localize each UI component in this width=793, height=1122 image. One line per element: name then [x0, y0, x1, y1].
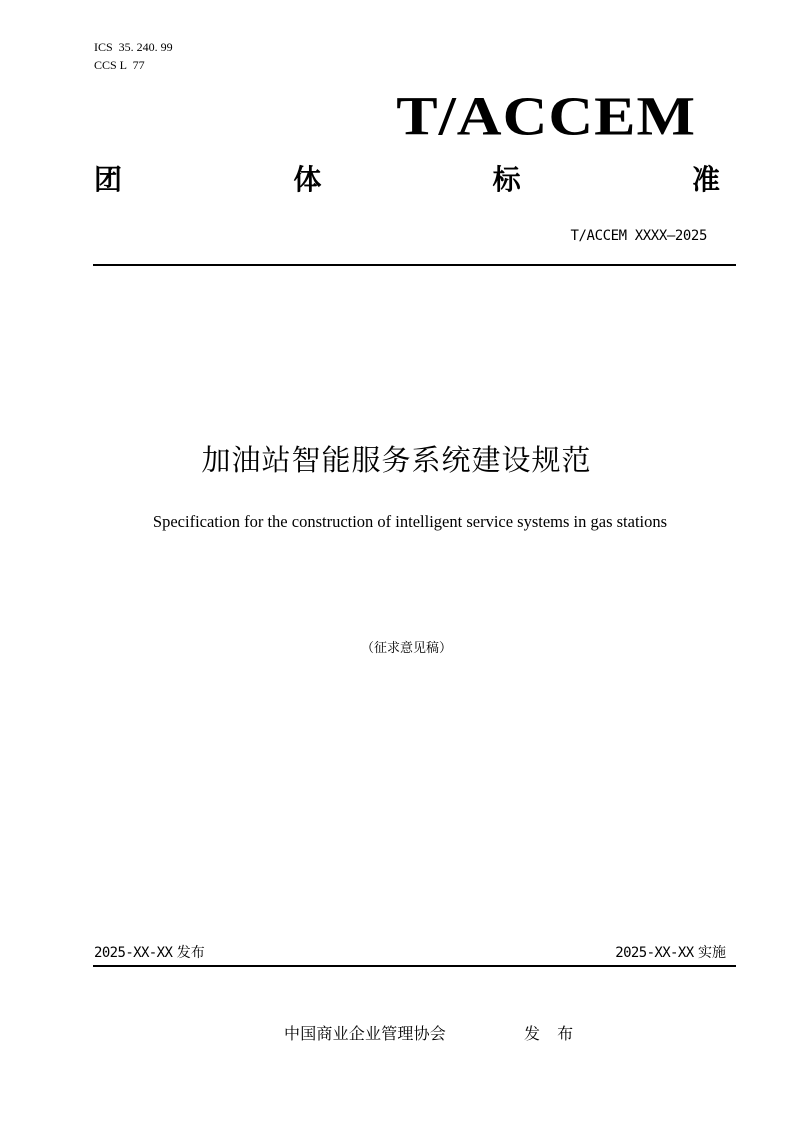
implement-label: 实施 — [698, 945, 726, 961]
implement-date: 2025-XX-XX — [615, 945, 694, 961]
classification-codes — [94, 38, 173, 74]
footer-divider — [93, 965, 736, 967]
publish-date: 2025-XX-XX — [94, 945, 173, 961]
publish-date-group — [94, 943, 205, 963]
standard-type-heading — [94, 162, 720, 198]
document-title-en: Specification for the construction of intelligent service systems in gas stations — [152, 512, 668, 531]
draft-status: （征求意见稿） — [360, 641, 452, 656]
standard-type-char: 标 — [492, 163, 521, 196]
publisher-name: 中国商业企业管理协会 — [284, 1024, 447, 1043]
publisher-row — [284, 1023, 579, 1045]
document-title-cn: 加油站智能服务系统建设规范 — [201, 443, 592, 477]
header-divider — [93, 264, 736, 266]
publish-label: 发布 — [176, 945, 205, 961]
standard-type-char: 准 — [691, 163, 720, 196]
implement-date-group — [615, 943, 726, 963]
standard-type-char: 体 — [293, 163, 322, 196]
brand-mark: T/ACCEM — [396, 86, 696, 147]
publisher-action: 发 布 — [524, 1024, 580, 1043]
date-row — [94, 943, 726, 963]
standard-number: T/ACCEM XXXX—2025 — [570, 228, 707, 244]
ics-code: ICS 35. 240. 99 — [94, 40, 173, 54]
ccs-code: CCS L 77 — [94, 58, 145, 72]
standard-type-char: 团 — [94, 163, 123, 196]
